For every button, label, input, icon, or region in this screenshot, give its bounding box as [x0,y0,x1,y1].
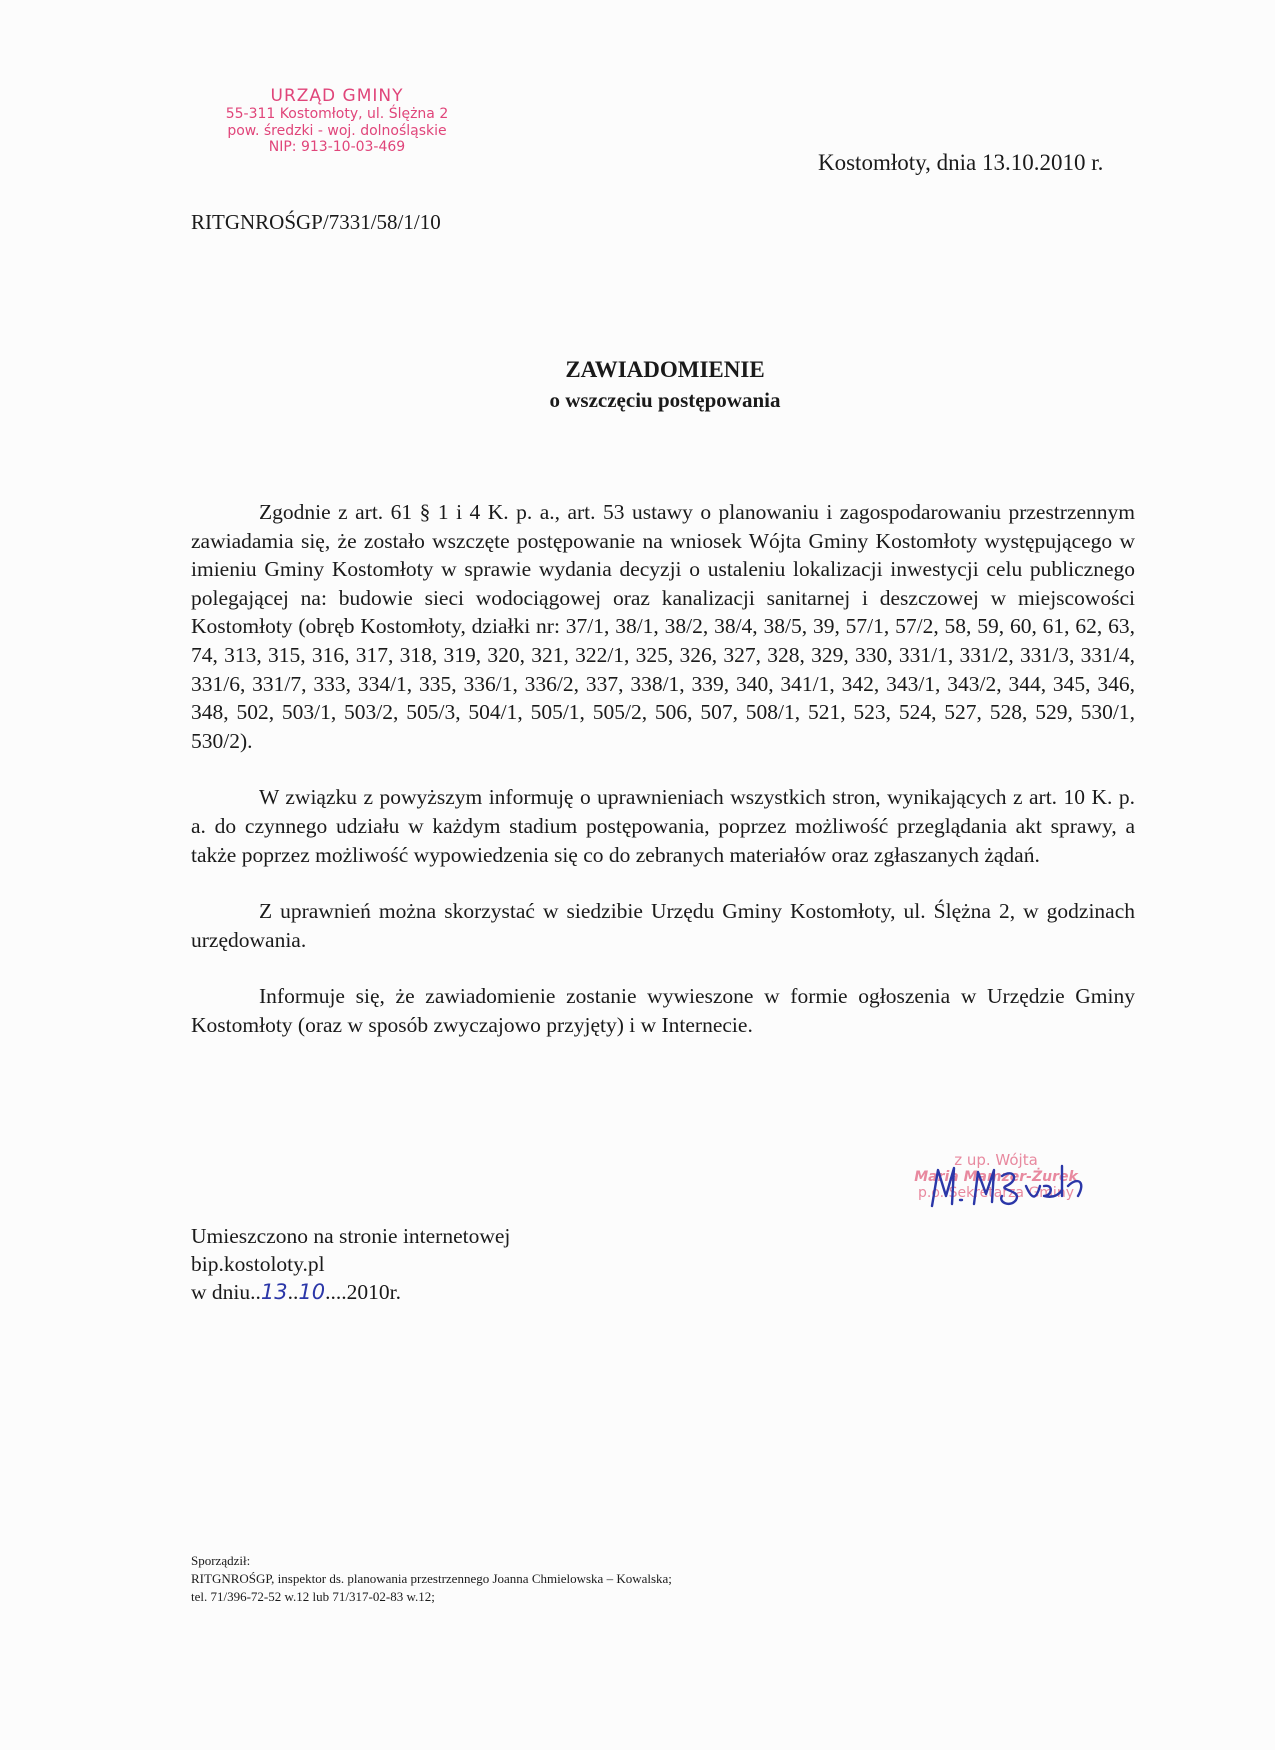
posting-date-prefix: w dniu.. [191,1280,261,1304]
prepared-by-footer [191,1552,672,1606]
stamp-district: pow. średzki - woj. dolnośląskie [227,122,447,139]
footer-phone: tel. 71/396-72-52 w.12 lub 71/317-02-83 w.12; [191,1589,435,1604]
posting-note [191,1222,510,1306]
handwritten-signature [902,1156,1092,1216]
office-stamp [192,86,482,156]
paragraph: Zgodnie z art. 61 § 1 i 4 K. p. a., art. 53 ustawy o planowaniu i zagospodarowaniu przestrzennym zawiadamia się, że zostało wszczęte postępowanie na wniosek Wójta Gminy Kostomłoty występującego w imieniu Gminy Kostomłoty w sprawie wydania decyzji o ustaleniu lokalizacji inwestycji celu publicznego polegającej na: budowie sieci wodociągowej oraz kanalizacji sanitarnej i deszczowej w miejscowości Kostomłoty (obręb Kostomłoty, działki nr: 37/1, 38/1, 38/2, 38/4, 38/5, 39, 57/1, 57/2, 58, 59, 60, 61, 62, 63, 74, 313, 315, 316, 317, 318, 319, 320, 321, 322/1, 325, 326, 327, 328, 329, 330, 331/1, 331/2, 331/3, 331/4, 331/6, 331/7, 333, 334/1, 335, 336/1, 336/2, 337, 338/1, 339, 340, 341/1, 342, 343/1, 343/2, 344, 345, 346, 348, 502, 503/1, 503/2, 505/3, 504/1, 505/1, 505/2, 506, 507, 508/1, 521, 523, 524, 527, 528, 529, 530/1, 530/2). [191,500,1135,753]
title-block [190,355,1140,415]
posting-note-line1: Umieszczono na stronie internetowej [191,1224,511,1248]
posting-date-separator: .. [287,1280,299,1304]
footer-label: Sporządził: [191,1553,251,1568]
stamp-nip: NIP: 913-10-03-469 [268,139,406,156]
signature-stamp-name: Maria Mamzer-Żurek [914,1169,1078,1186]
paragraph: W związku z powyższym informuję o uprawnieniach wszystkich stron, wynikających z art. 10 K. p. a. do czynnego udziału w każdym stadium postępowania, poprzez możliwość przeglądania akt sprawy, a także poprzez możliwość wypowiedzenia się co do zebranych materiałów oraz zgłaszanych żądań. [191,785,1135,867]
signature-stamp-role: p.o. Sekretarza Gminy [918,1185,1074,1202]
reference-number: RITGNROŚGP/7331/58/1/10 [191,210,441,234]
posting-date-suffix: ....2010r. [325,1280,401,1304]
document-body [191,498,1135,1068]
document-title: ZAWIADOMIENIE [565,357,765,382]
paragraph: Z uprawnień można skorzystać w siedzibie Urzędu Gminy Kostomłoty, ul. Ślężna 2, w godzinach urzędowania. [191,899,1135,952]
footer-author: RITGNROŚGP, inspektor ds. planowania przestrzennego Joanna Chmielowska – Kowalska; [191,1571,672,1586]
document-subtitle: o wszczęciu postępowania [549,388,781,412]
posting-note-website: bip.kostoloty.pl [191,1252,325,1276]
signature-area [896,1152,1096,1242]
handwritten-month: 10 [298,1280,326,1304]
handwritten-day: 13 [260,1280,288,1304]
stamp-address: 55-311 Kostomłoty, ul. Ślężna 2 [225,106,449,123]
stamp-title: URZĄD GMINY [270,86,404,106]
paragraph: Informuje się, że zawiadomienie zostanie wywieszone w formie ogłoszenia w Urzędzie Gminy Kostomłoty (oraz w sposób zwyczajowo przyjęty) i w Internecie. [191,984,1135,1037]
signature-stamp-line1: z up. Wójta [954,1151,1038,1169]
place-date: Kostomłoty, dnia 13.10.2010 r. [818,150,1104,175]
posting-note-date [191,1278,510,1306]
